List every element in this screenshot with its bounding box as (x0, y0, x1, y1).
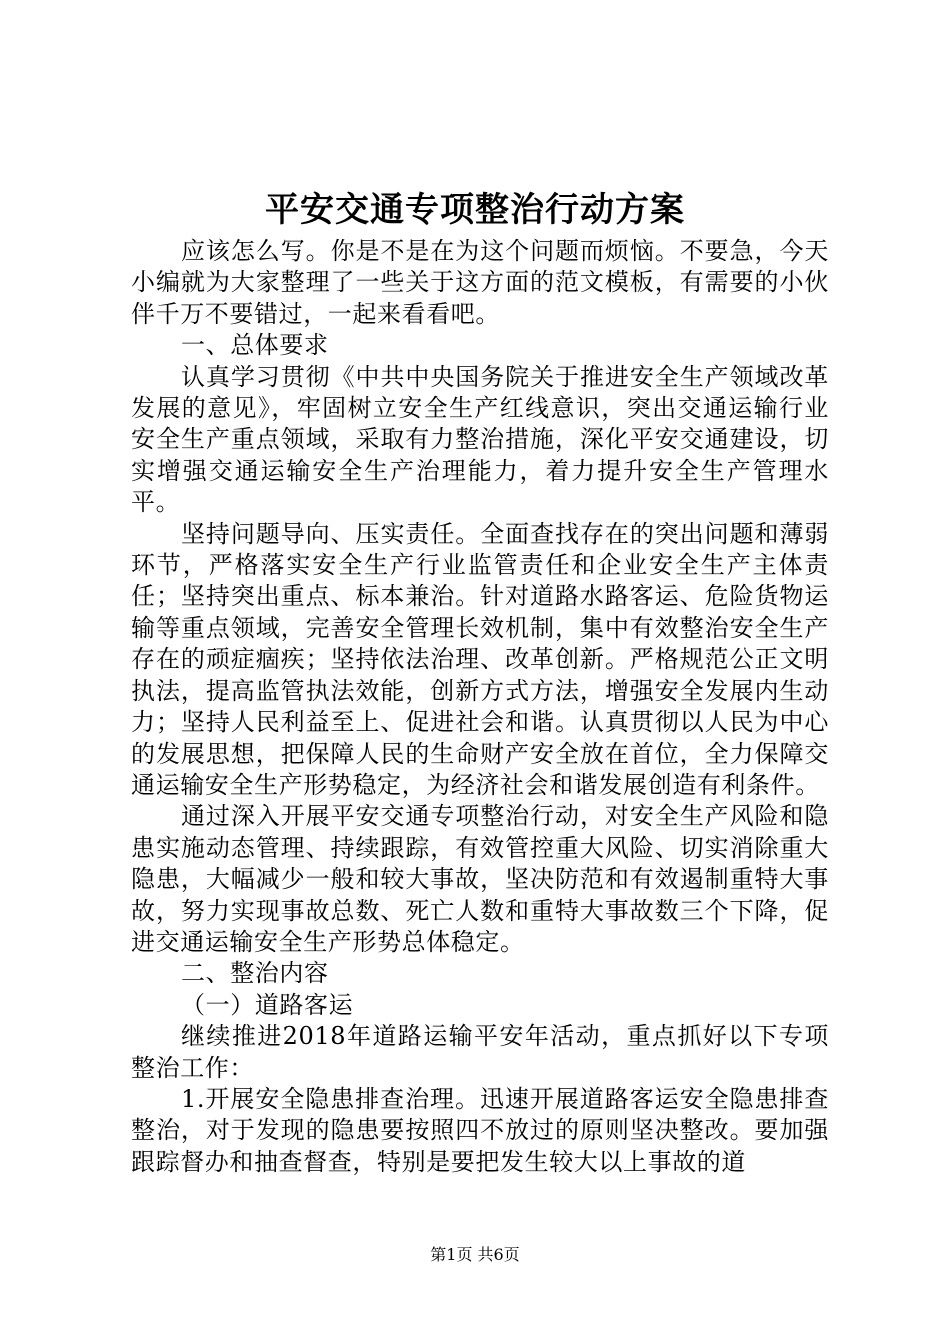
document-title: 平安交通专项整治行动方案 (265, 190, 685, 230)
body-paragraph: 坚持问题导向、压实责任。全面查找存在的突出问题和薄弱环节，严格落实安全生产行业监管责任和企业安全生产主体责任；坚持突出重点、标本兼治。针对道路水路客运、危险货物运输等重点领域，完善安全管理长效机制，集中有效整治安全生产存在的顽症痼疾；坚持依法治理、改革创新。严格规范公正文明执法，提高监管执法效能，创新方式方法，增强安全发展内生动力；坚持人民利益至上、促进社会和谐。认真贯彻以人民为中心的发展思想，把保障人民的生命财产安全放在首位，全力保障交通运输安全生产形势稳定，为经济社会和谐发展创造有利条件。 (131, 519, 829, 799)
body-paragraph: 1.开展安全隐患排查治理。迅速开展道路客运安全隐患排查整治，对于发现的隐患要按照四不放过的原则坚决整改。要加强跟踪督办和抽查督查，特别是要把发生较大以上事故的道 (131, 1084, 829, 1176)
section-heading-rectification-content: 二、整治内容 (181, 959, 329, 988)
intro-paragraph: 应该怎么写。你是不是在为这个问题而烦恼。不要急，今天小编就为大家整理了一些关于这方面的范文模板，有需要的小伙伴千万不要错过，一起来看看吧。 (131, 237, 829, 328)
body-paragraph: 通过深入开展平安交通专项整治行动，对安全生产风险和隐患实施动态管理、持续跟踪，有效管控重大风险、切实消除重大隐患，大幅减少一般和较大事故，坚决防范和有效遏制重特大事故，努力实现事故总数、死亡人数和重特大事故数三个下降，促进交通运输安全生产形势总体稳定。 (131, 802, 829, 956)
section-heading-general-requirements: 一、总体要求 (181, 331, 329, 360)
document-body (131, 236, 829, 1178)
body-paragraph: 认真学习贯彻《中共中央国务院关于推进安全生产领域改革发展的意见》，牢固树立安全生产红线意识，突出交通运输行业安全生产重点领域，采取有力整治措施，深化平安交通建设，切实增强交通运输安全生产治理能力，着力提升安全生产管理水平。 (131, 362, 829, 517)
page-footer: 第1页 共6页 (430, 1245, 520, 1264)
subsection-heading-road-passenger-transport: （一）道路客运 (181, 990, 354, 1019)
body-paragraph: 继续推进2018年道路运输平安年活动，重点抓好以下专项整治工作： (131, 1022, 829, 1082)
